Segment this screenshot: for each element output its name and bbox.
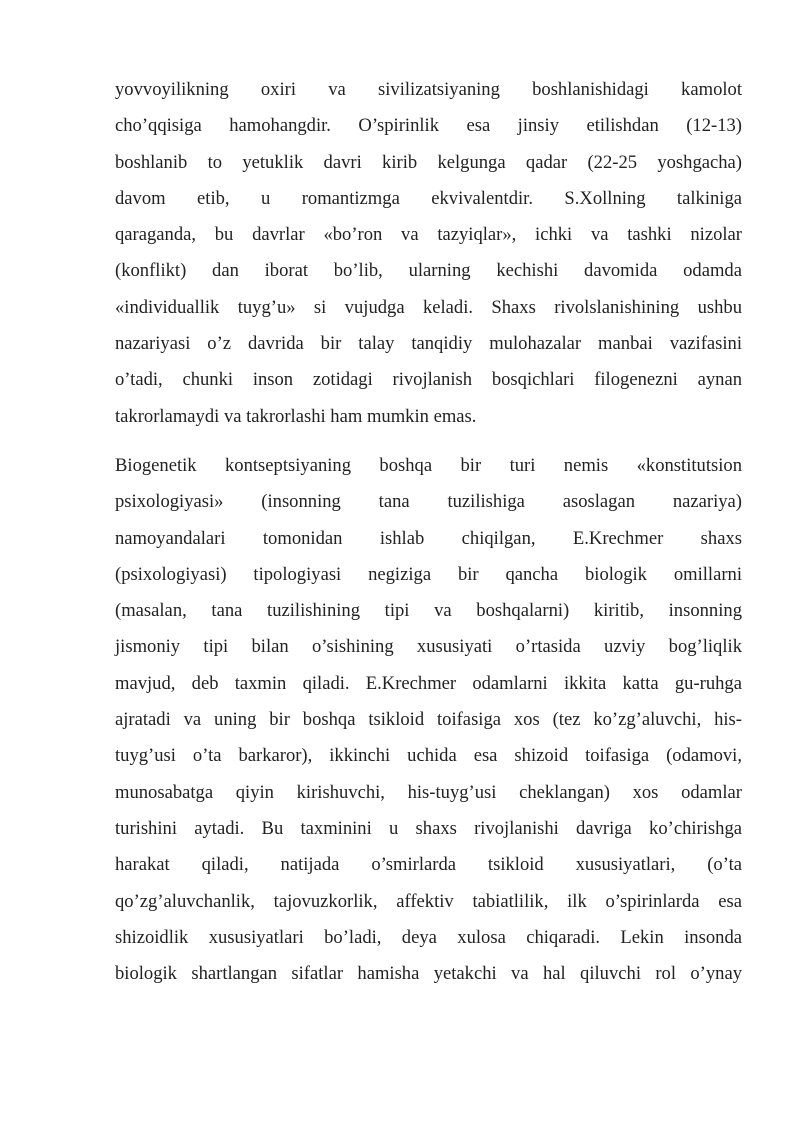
text-line: ajratadi va uning bir boshqa tsikloid toifasiga xos (tez ko’zg’aluvchi, his- [115, 709, 742, 731]
text-line: qaraganda, bu davrlar «bo’ron va tazyiqlar», ichki va tashki nizolar [115, 224, 742, 246]
text-line: cho’qqisiga hamohangdir. O’spirinlik esa jinsiy etilishdan (12-13) [115, 115, 742, 137]
paragraph-2 [115, 448, 742, 992]
text-line: boshlanib to yetuklik davri kirib kelgunga qadar (22-25 yoshgacha) [115, 151, 742, 173]
text-line: yovvoyilikning oxiri va sivilizatsiyaning boshlanishidagi kamolot [115, 79, 742, 100]
text-line: turishini aytadi. Bu taxminini u shaxs rivojlanishi davriga ko’chirishga [115, 817, 742, 839]
text-line: harakat qiladi, natijada o’smirlarda tsikloid xususiyatlari, (o’ta [115, 854, 742, 876]
text-line: munosabatga qiyin kirishuvchi, his-tuyg’usi cheklangan) xos odamlar [115, 781, 742, 803]
text-line: (konflikt) dan iborat bo’lib, ularning kechishi davomida odamda [115, 260, 742, 282]
paragraph-1 [115, 72, 742, 435]
document-page [115, 72, 742, 992]
text-line: qo’zg’aluvchanlik, tajovuzkorlik, affektiv tabiatlilik, ilk o’spirinlarda esa [115, 890, 742, 912]
text-line: namoyandalari tomonidan ishlab chiqilgan, E.Krechmer shaxs [115, 527, 742, 549]
text-line: shizoidlik xususiyatlari bo’ladi, deya xulosa chiqaradi. Lekin insonda [115, 926, 742, 948]
text-line: tuyg’usi o’ta barkaror), ikkinchi uchida esa shizoid toifasiga (odamovi, [115, 745, 742, 767]
text-line: (masalan, tana tuzilishining tipi va boshqalarni) kiritib, insonning [115, 600, 742, 622]
text-line: davom etib, u romantizmga ekvivalentdir. S.Xollning talkiniga [115, 187, 742, 209]
text-line: jismoniy tipi bilan o’sishining xususiyati o’rtasida uzviy bog’liqlik [115, 636, 742, 658]
text-line: «individuallik tuyg’u» si vujudga keladi. Shaxs rivolslanishining ushbu [115, 296, 742, 318]
text-line: Biogenetik kontseptsiyaning boshqa bir turi nemis «konstitutsion [115, 454, 742, 476]
text-line: biologik shartlangan sifatlar hamisha yetakchi va hal qiluvchi rol o’ynay [115, 963, 742, 985]
text-line: nazariyasi o’z davrida bir talay tanqidiy mulohazalar manbai vazifasini [115, 333, 742, 355]
text-line: mavjud, deb taxmin qiladi. E.Krechmer odamlarni ikkita katta gu-ruhga [115, 672, 742, 694]
text-line: takrorlamaydi va takrorlashi ham mumkin emas. [115, 405, 477, 427]
text-line: (psixologiyasi) tipologiyasi negiziga bir qancha biologik omillarni [115, 563, 742, 585]
text-line: o’tadi, chunki inson zotidagi rivojlanish bosqichlari filogenezni aynan [115, 369, 742, 391]
text-line: psixologiyasi» (insonning tana tuzilishiga asoslagan nazariya) [115, 491, 742, 513]
